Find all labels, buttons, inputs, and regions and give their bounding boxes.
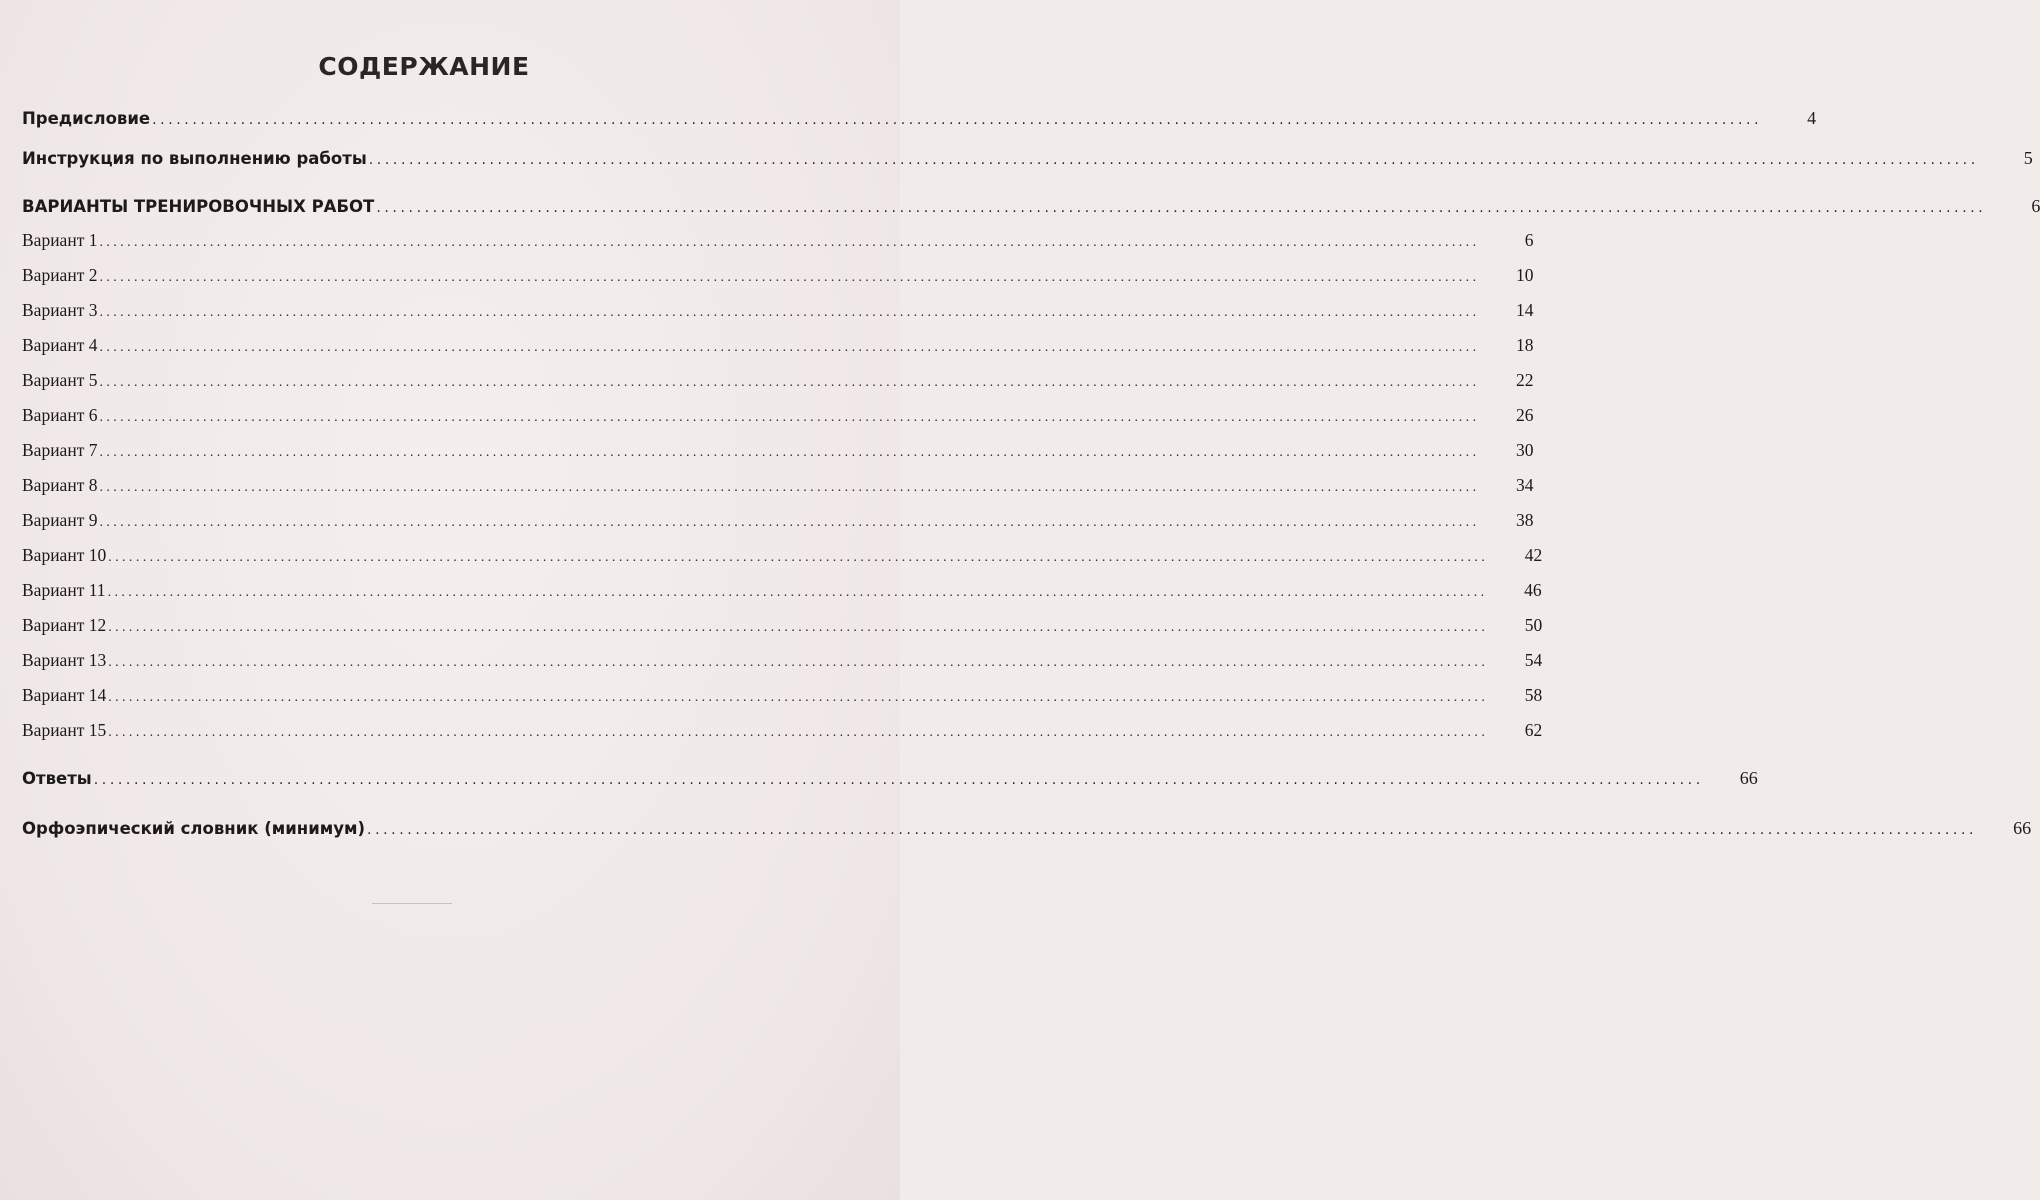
dot-leader: ........................................................................................................................................................................................................ bbox=[99, 375, 1480, 390]
toc-entry bbox=[22, 335, 1534, 361]
toc-entry-page-number: 5 bbox=[2023, 148, 2033, 168]
toc-entry-page-number: 18 bbox=[1515, 335, 1534, 355]
dot-leader: ........................................................................................................................................................................................................ bbox=[368, 152, 1979, 168]
toc-entry bbox=[22, 230, 1534, 256]
dot-leader: ........................................................................................................................................................................................................ bbox=[99, 305, 1480, 320]
toc-entry-label: Вариант 4 bbox=[22, 335, 98, 355]
toc-entry-page-number: 22 bbox=[1515, 370, 1534, 390]
toc-entry-page-number: 6 bbox=[2031, 196, 2040, 216]
toc-entry-page-number: 66 bbox=[2013, 818, 2032, 838]
toc-entry-page-number: 62 bbox=[1524, 720, 1543, 740]
toc-entry-page-number: 50 bbox=[1524, 615, 1543, 635]
dot-leader: ........................................................................................................................................................................................................ bbox=[99, 410, 1480, 425]
dot-leader: ........................................................................................................................................................................................................ bbox=[99, 480, 1480, 495]
toc-entry-label: Вариант 13 bbox=[22, 650, 107, 670]
toc-entry bbox=[22, 615, 1543, 641]
toc-entry-label: Вариант 5 bbox=[22, 370, 98, 390]
toc-entry bbox=[22, 580, 1542, 606]
toc-entry-label: Вариант 2 bbox=[22, 265, 98, 285]
dot-leader: ........................................................................................................................................................................................................ bbox=[99, 235, 1480, 250]
toc-entry-page-number: 38 bbox=[1515, 510, 1534, 530]
toc-entry bbox=[22, 475, 1534, 501]
toc-entry bbox=[22, 108, 1817, 134]
toc-entry bbox=[22, 370, 1534, 396]
toc-entry-page-number: 30 bbox=[1515, 440, 1534, 460]
toc-entry bbox=[22, 265, 1534, 291]
dot-leader: ........................................................................................................................................................................................................ bbox=[99, 515, 1480, 530]
toc-entry-label: Вариант 9 bbox=[22, 510, 98, 530]
dot-leader: ........................................................................................................................................................................................................ bbox=[108, 620, 1489, 635]
dot-leader: ........................................................................................................................................................................................................ bbox=[99, 340, 1480, 355]
toc-entry-label: Вариант 7 bbox=[22, 440, 98, 460]
toc-entry-page-number: 42 bbox=[1524, 545, 1543, 565]
dot-leader: ........................................................................................................................................................................................................ bbox=[107, 585, 1488, 600]
toc-entry bbox=[22, 510, 1534, 536]
toc-entry-label: Вариант 8 bbox=[22, 475, 98, 495]
toc-entry-page-number: 4 bbox=[1807, 108, 1817, 128]
toc-entry bbox=[22, 720, 1543, 746]
toc-entry-label: ВАРИАНТЫ ТРЕНИРОВОЧНЫХ РАБОТ bbox=[22, 197, 375, 216]
toc-entry-label: Орфоэпический словник (минимум) bbox=[22, 819, 366, 838]
toc-entry-label: Инструкция по выполнению работы bbox=[22, 149, 367, 168]
toc-entry bbox=[22, 768, 1758, 794]
toc-entry bbox=[22, 685, 1543, 711]
toc-entry bbox=[22, 818, 2032, 844]
dot-leader: ........................................................................................................................................................................................................ bbox=[99, 445, 1480, 460]
dot-leader: ........................................................................................................................................................................................................ bbox=[152, 112, 1763, 128]
toc-entry bbox=[22, 300, 1534, 326]
dot-leader: ........................................................................................................................................................................................................ bbox=[108, 550, 1489, 565]
dot-leader: ........................................................................................................................................................................................................ bbox=[108, 725, 1489, 740]
toc-entry-label: Вариант 15 bbox=[22, 720, 107, 740]
toc-entry-label: Вариант 10 bbox=[22, 545, 107, 565]
toc-entry-page-number: 14 bbox=[1515, 300, 1534, 320]
toc-entry bbox=[22, 196, 2040, 222]
toc-entry-label: Вариант 3 bbox=[22, 300, 98, 320]
toc-entry-page-number: 10 bbox=[1515, 265, 1534, 285]
page-title: СОДЕРЖАНИЕ bbox=[318, 52, 530, 81]
toc-entry-label: Предисловие bbox=[22, 109, 151, 128]
toc-entry-page-number: 26 bbox=[1515, 405, 1534, 425]
dot-leader: ........................................................................................................................................................................................................ bbox=[108, 690, 1489, 705]
toc-entry-page-number: 58 bbox=[1524, 685, 1543, 705]
toc-entry-label: Вариант 11 bbox=[22, 580, 106, 600]
toc-entry-page-number: 46 bbox=[1524, 580, 1542, 600]
toc-entry-page-number: 34 bbox=[1515, 475, 1534, 495]
toc-entry-label: Вариант 14 bbox=[22, 685, 107, 705]
toc-entry-page-number: 54 bbox=[1524, 650, 1543, 670]
dot-leader: ........................................................................................................................................................................................................ bbox=[367, 822, 1978, 838]
toc-entry-label: Ответы bbox=[22, 769, 92, 788]
toc-entry bbox=[22, 650, 1543, 676]
dot-leader: ........................................................................................................................................................................................................ bbox=[99, 270, 1480, 285]
toc-entry-label: Вариант 12 bbox=[22, 615, 107, 635]
toc-entry-label: Вариант 1 bbox=[22, 230, 98, 250]
divider bbox=[372, 903, 452, 904]
toc-entry bbox=[22, 545, 1543, 571]
dot-leader: ........................................................................................................................................................................................................ bbox=[93, 772, 1704, 788]
toc-entry-label: Вариант 6 bbox=[22, 405, 98, 425]
toc-entry bbox=[22, 148, 2033, 174]
toc-entry-page-number: 66 bbox=[1739, 768, 1758, 788]
toc-entry bbox=[22, 440, 1534, 466]
dot-leader: ........................................................................................................................................................................................................ bbox=[376, 200, 1987, 216]
dot-leader: ........................................................................................................................................................................................................ bbox=[108, 655, 1489, 670]
toc-entry-page-number: 6 bbox=[1524, 230, 1534, 250]
toc-entry bbox=[22, 405, 1534, 431]
